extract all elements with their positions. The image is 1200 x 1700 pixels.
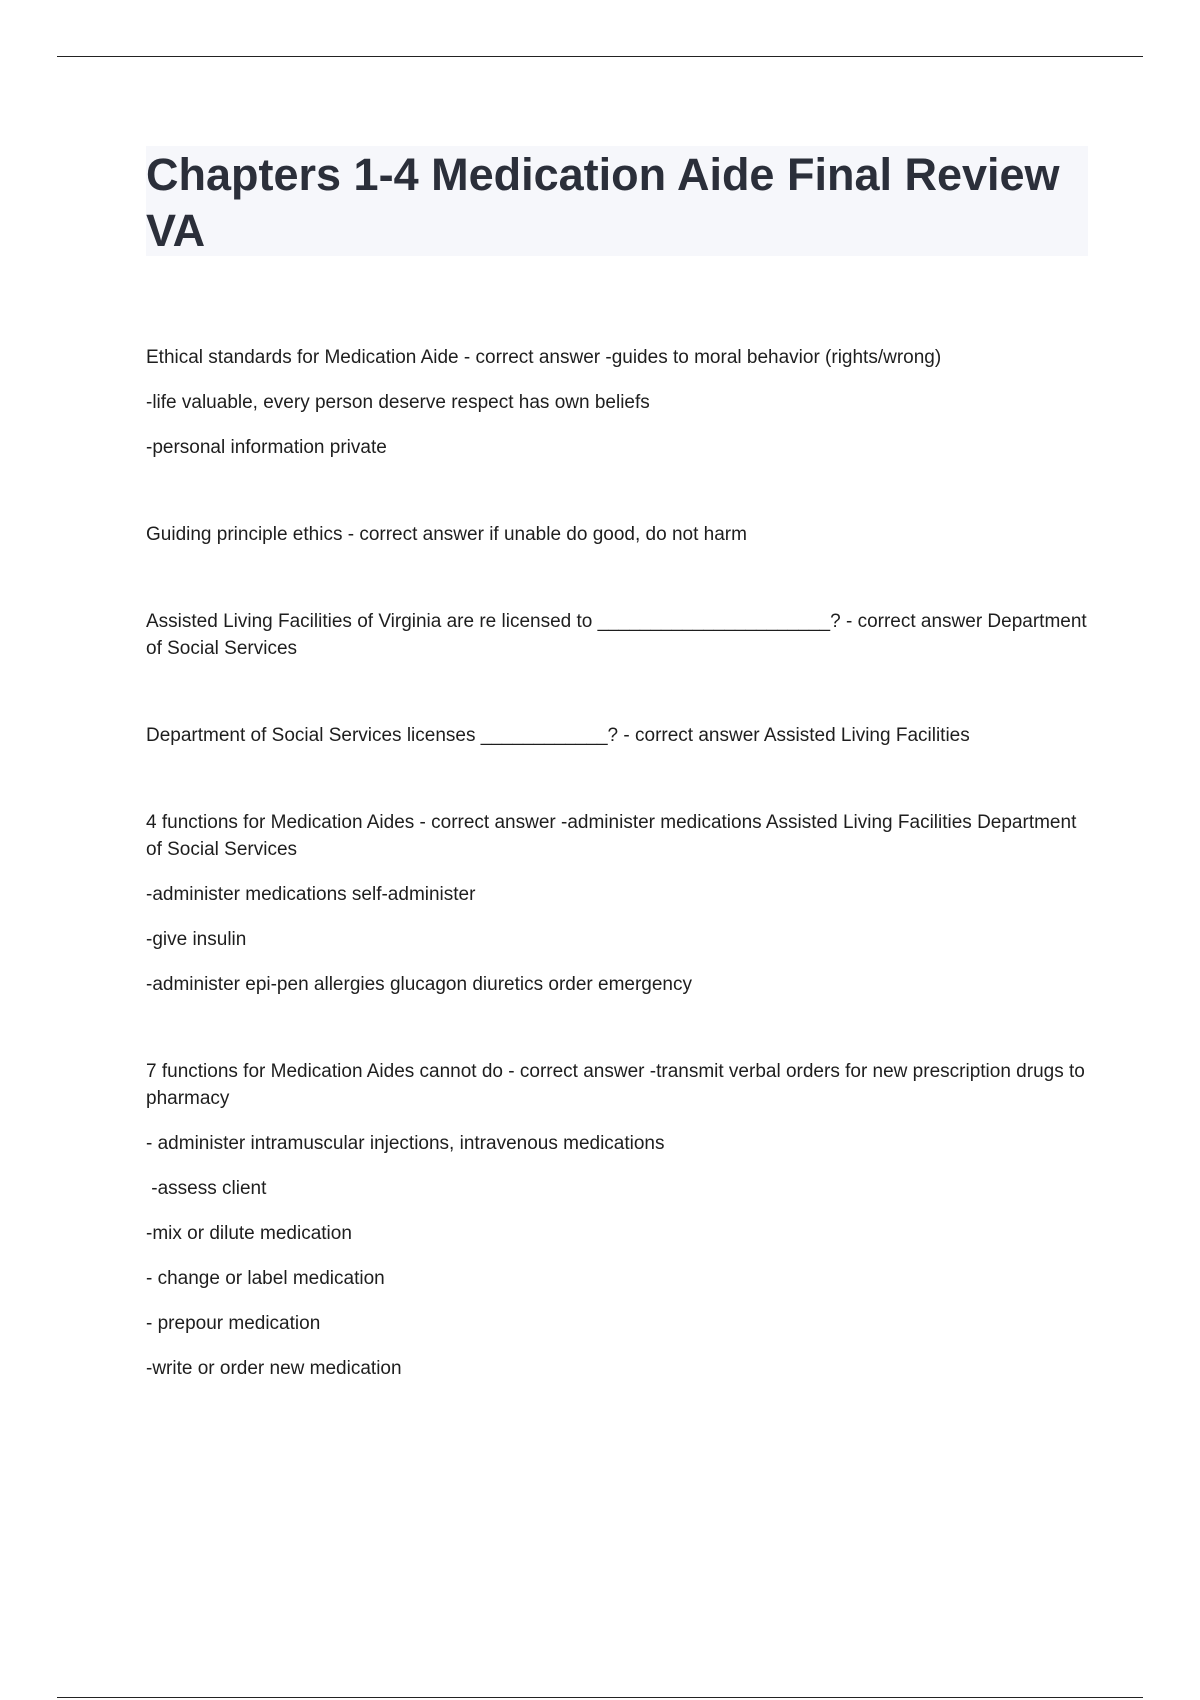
entry-line: 7 functions for Medication Aides cannot do - correct answer -transmit verbal orders for new prescription drugs to pharmacy xyxy=(146,1061,1091,1109)
entry-line: -give insulin xyxy=(146,929,247,950)
entry-line: -administer epi-pen allergies glucagon diuretics order emergency xyxy=(146,974,692,995)
entry-line: 4 functions for Medication Aides - correct answer -administer medications Assisted Living Facilities Department of Social Services xyxy=(146,812,1082,860)
entry-line: -assess client xyxy=(146,1178,267,1199)
entry-line: - prepour medication xyxy=(146,1313,321,1334)
qa-entry xyxy=(146,521,1096,548)
entry-line: -life valuable, every person deserve respect has own beliefs xyxy=(146,392,650,413)
entry-line: -personal information private xyxy=(146,437,387,458)
entry-line: Ethical standards for Medication Aide - correct answer -guides to moral behavior (rights/wrong) xyxy=(146,347,942,368)
entry-line: Assisted Living Facilities of Virginia are re licensed to ______________________? - correct answer Department of Social Services xyxy=(146,611,1092,659)
entry-line: -write or order new medication xyxy=(146,1358,402,1379)
entry-line: - administer intramuscular injections, intravenous medications xyxy=(146,1133,665,1154)
top-rule xyxy=(57,56,1143,57)
bottom-rule xyxy=(57,1697,1143,1698)
entry-line: Guiding principle ethics - correct answer if unable do good, do not harm xyxy=(146,524,747,545)
qa-entry xyxy=(146,608,1096,662)
title-banner xyxy=(146,146,1088,256)
entry-line: -administer medications self-administer xyxy=(146,884,476,905)
page-title: Chapters 1-4 Medication Aide Final Review VA xyxy=(146,149,1060,256)
qa-entry xyxy=(146,344,1096,461)
entry-line: -mix or dilute medication xyxy=(146,1223,352,1244)
qa-entry xyxy=(146,1058,1096,1382)
entry-line: - change or label medication xyxy=(146,1268,385,1289)
qa-entry xyxy=(146,809,1096,998)
entry-line: Department of Social Services licenses ____________? - correct answer Assisted Living Facilities xyxy=(146,725,970,746)
document-body xyxy=(146,344,1096,1442)
qa-entry xyxy=(146,722,1096,749)
